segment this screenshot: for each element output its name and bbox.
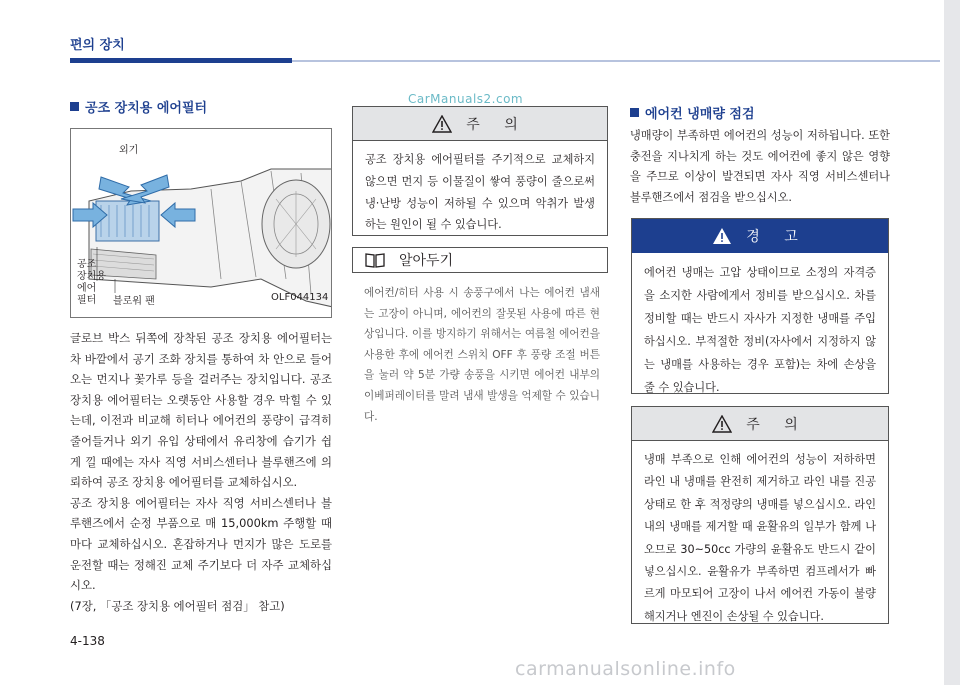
heading-bullet-icon: [70, 102, 79, 111]
note-text: 에어컨/히터 사용 시 송풍구에서 나는 에어컨 냄새는 고장이 아니며, 에어컨의 잘못된 사용에 따른 현상입니다. 이를 방지하기 위해서는 여름철 에어컨을 사용한 후에 에어컨 스위치 OFF 후 풍량 조절 버튼을 눌러 약 5분 가량 송풍을 시키면 에어컨 내부의 이베퍼레이터를 말려 냄새 발생을 억제할 수 있습니다.: [364, 287, 600, 423]
air-filter-diagram: [71, 129, 332, 318]
page-edge-strip: [944, 0, 960, 685]
outside-air-label: 외기: [119, 145, 139, 156]
page-number: 4-138: [70, 634, 105, 648]
filter-label: 공조 장치용 에어 필터: [77, 259, 106, 306]
filter-caution-box: [352, 106, 608, 236]
caution-text: 냉매 부족으로 인해 에어컨의 성능이 저하하면 라인 내 냉매를 완전히 제거하고 라인 내를 진공 상태로 한 후 적정량의 냉매를 넣으십시오. 라인 내의 냉매를 제거할 때 윤활유의 일부가 함께 나오므로 30~50cc 가량의 윤활유도 반드시 같이 넣으십시오. 윤활유가 부족하면 컴프레서가 빠르게 마모되어 고장이 나서 에어컨 가동이 불량해지거나 엔진이 손상될 수 있습니다.: [644, 453, 876, 623]
warning-triangle-icon: [432, 115, 452, 133]
section-title: 편의 장치: [70, 38, 125, 53]
warning-header: 경 고: [632, 219, 888, 253]
watermark-top: CarManuals2.com: [408, 92, 524, 106]
refrigerant-heading: 에어컨 냉매량 점검: [630, 103, 755, 122]
watermark-bottom: carmanualsonline.info: [515, 658, 736, 680]
note-header: 알아두기: [352, 247, 608, 273]
book-icon: [365, 252, 385, 268]
figure-code: OLF044134: [271, 292, 329, 303]
warning-text: 에어컨 냉매는 고압 상태이므로 소정의 자격증을 소지한 사람에게서 정비를 받으십시오. 차를 정비할 때는 반드시 자사가 지정한 냉매를 주입하십시오. 부적절한 정비(자사에서 지정하지 않는 냉매를 사용하는 경우 포함)는 차에 손상을 줄 수 있습니다.: [644, 266, 876, 394]
caution-text: 공조 장치용 에어필터를 주기적으로 교체하지 않으면 먼지 등 이물질이 쌓여 풍량이 줄으로써 냉·난방 성능이 저하될 수 있으며 악취가 발생하는 원인이 될 수 있습니다.: [365, 153, 595, 232]
caution-header: 주 의: [632, 407, 888, 441]
caution-header: 주 의: [353, 107, 607, 141]
header-rule-accent: [70, 58, 292, 63]
air-filter-heading: 공조 장치용 에어필터: [70, 97, 207, 116]
heading-bullet-icon: [630, 108, 639, 117]
refrigerant-warning-box: [631, 218, 889, 394]
refrigerant-caution-box: [631, 406, 889, 624]
refrigerant-intro: 냉매량이 부족하면 에어컨의 성능이 저하됩니다. 또한 충전을 지나치게 하는 것도 에어컨에 좋지 않은 영향을 주므로 이상이 발견되면 자사 직영 서비스센터나 블루핸즈에서 점검을 받으십시오.: [630, 129, 890, 204]
warning-triangle-icon: [712, 227, 732, 245]
warning-triangle-icon: [712, 415, 732, 433]
air-filter-description: 글로브 박스 뒤쪽에 장착된 공조 장치용 에어필터는 차 바깥에서 공기 조화 장치를 통하여 차 안으로 들어오는 먼지나 꽃가루 등을 걸러주는 장치입니다. 공조 장치용 에어필터는 오랫동안 사용할 경우 막힐 수 있는데, 이전과 비교해 히터나 에어컨의 풍량이 급격히 줄어들거나 외기 유입 상태에서 유리창에 습기가 쉽게 낄 때에는 자사 직영 서비스센터나 블루핸즈에 의뢰하여 공조 장치용 에어필터를 교체하십시오. 공조 장치용 에어필터는 자사 직영 서비스센터나 블루핸즈에서 순정 부품으로 매 15,000km 주행할 때마다 교체하십시오. 혼잡하거나 먼지가 많은 도로를 운전할 때는 정해진 교체 주기보다 더 자주 교체하십시오. (7장, 「공조 장치용 에어필터 점검」 참고): [70, 331, 332, 613]
air-filter-figure: [70, 128, 332, 318]
blower-fan-label: 블로워 팬: [113, 296, 155, 307]
